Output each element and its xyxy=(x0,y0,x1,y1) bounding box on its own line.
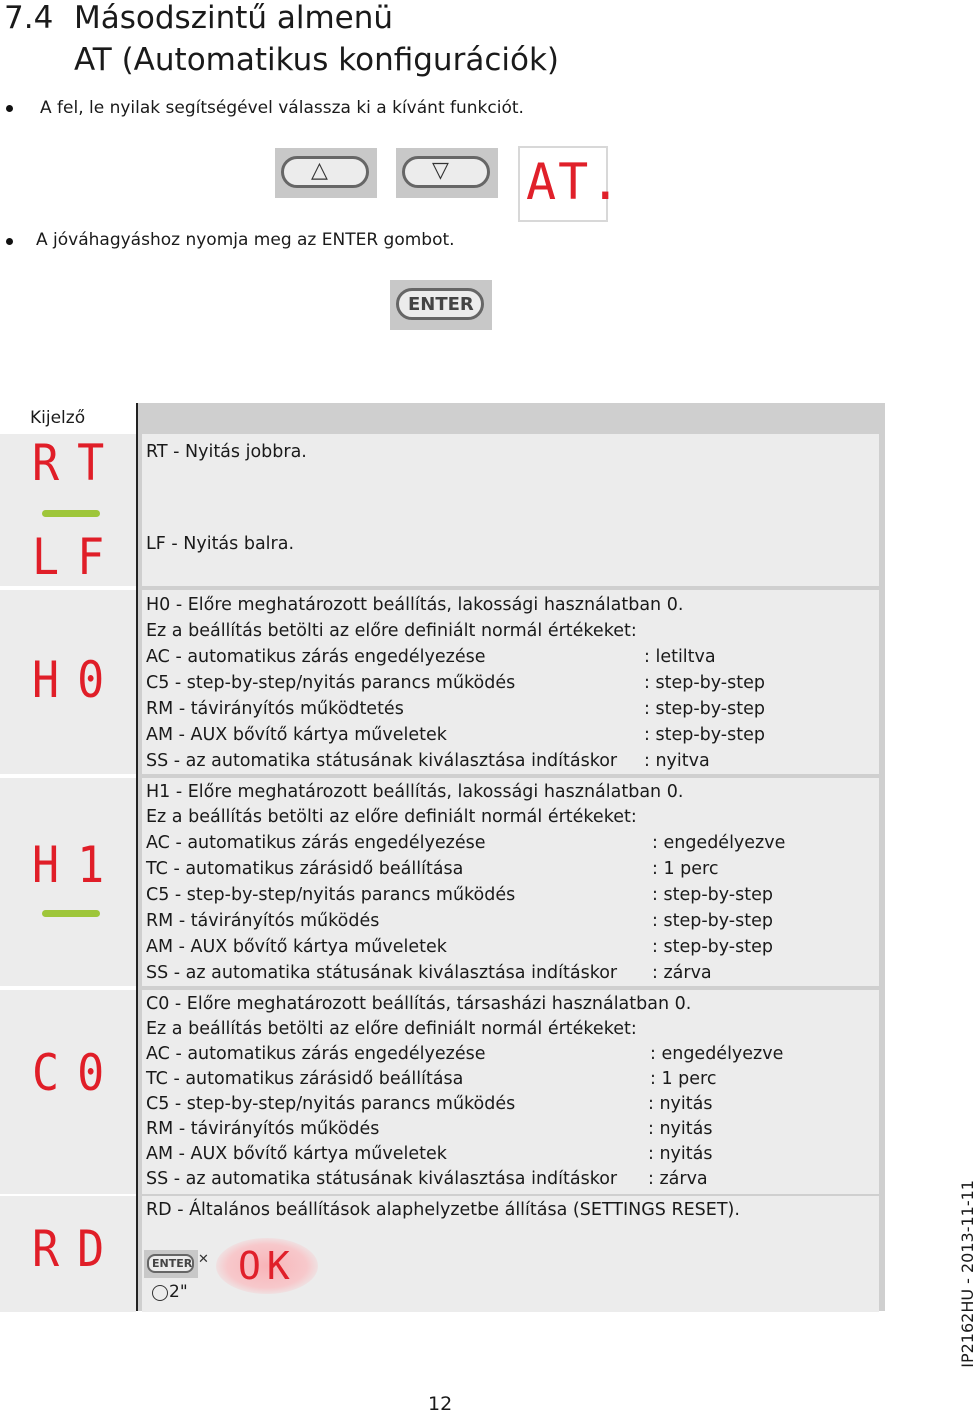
row-h0-label: AC - automatikus zárás engedélyezése xyxy=(146,647,486,667)
timer-label: 2" xyxy=(169,1282,188,1302)
row-h1-value: : engedélyezve xyxy=(652,833,786,853)
row-h1-value: : zárva xyxy=(652,963,712,983)
display-rt: RT xyxy=(32,434,123,492)
row-h1-value: : 1 perc xyxy=(652,859,719,879)
display-at-text: AT. xyxy=(526,153,623,211)
page-number: 12 xyxy=(428,1393,453,1415)
enter-button-small xyxy=(144,1250,198,1278)
display-rd: RD xyxy=(32,1220,123,1278)
row-c0-label: AC - automatikus zárás engedélyezése xyxy=(146,1044,486,1064)
column-header-display: Kijelző xyxy=(30,408,86,428)
row-h0-value: : nyitva xyxy=(644,751,710,771)
row-h1-title: H1 - Előre meghatározott beállítás, lakossági használatban 0. xyxy=(146,782,684,802)
row-h0-title: H0 - Előre meghatározott beállítás, lakossági használatban 0. xyxy=(146,595,684,615)
selection-bar xyxy=(42,910,100,917)
up-button[interactable] xyxy=(275,148,377,198)
row-h1-label: AM - AUX bővítő kártya műveletek xyxy=(146,937,447,957)
section-number: 7.4 xyxy=(4,0,54,36)
row-h0-label: SS - az automatika státusának kiválasztása indításkor xyxy=(146,751,618,771)
row-h0-intro: Ez a beállítás betölti az előre definiált normál értékeket: xyxy=(146,621,637,641)
instruction-confirm: A jóváhagyáshoz nyomja meg az ENTER gombot. xyxy=(36,230,455,250)
row-h0-value: : step-by-step xyxy=(644,673,765,693)
display-at xyxy=(518,146,623,222)
row-h1-value: : step-by-step xyxy=(652,911,773,931)
row-c0-label: TC - automatikus zárásidő beállítása xyxy=(146,1069,464,1089)
row-c0-value: : nyitás xyxy=(648,1119,713,1139)
row-h1-label: AC - automatikus zárás engedélyezése xyxy=(146,833,486,853)
row-c0-value: : 1 perc xyxy=(650,1069,717,1089)
bullet-icon xyxy=(6,238,13,245)
down-button[interactable] xyxy=(396,148,498,198)
row-h1-value: : step-by-step xyxy=(652,885,773,905)
ok-display-text: OK xyxy=(238,1244,296,1288)
column-divider xyxy=(136,403,138,1311)
section-title: Másodszintű almenü xyxy=(74,0,394,36)
up-arrow-icon: △ xyxy=(311,158,328,183)
x-mark-icon: ✕ xyxy=(198,1252,209,1267)
document-code: IP2162HU - 2013-11-11 xyxy=(958,1180,977,1368)
row-c0-intro: Ez a beállítás betölti az előre definiált normál értékeket: xyxy=(146,1019,637,1039)
row-c0-label: C5 - step-by-step/nyitás parancs működés xyxy=(146,1094,516,1114)
display-c0: C0 xyxy=(32,1044,123,1102)
row-rt-title: RT - Nyitás jobbra. xyxy=(146,442,307,462)
display-h0: H0 xyxy=(32,651,123,709)
row-h0-value: : step-by-step xyxy=(644,699,765,719)
row-h1-label: C5 - step-by-step/nyitás parancs működés xyxy=(146,885,516,905)
row-h1-value: : step-by-step xyxy=(652,937,773,957)
row-rd-title: RD - Általános beállítások alaphelyzetbe állítása (SETTINGS RESET). xyxy=(146,1200,740,1220)
row-h0-value: : step-by-step xyxy=(644,725,765,745)
selection-bar xyxy=(42,510,100,517)
enter-button[interactable] xyxy=(390,280,492,330)
row-h0-label: C5 - step-by-step/nyitás parancs működés xyxy=(146,673,516,693)
enter-small-label: ENTER xyxy=(152,1257,193,1270)
row-h0-value: : letiltva xyxy=(644,647,716,667)
row-c0-value: : nyitás xyxy=(648,1094,713,1114)
row-c0-title: C0 - Előre meghatározott beállítás, társasházi használatban 0. xyxy=(146,994,692,1014)
enter-button-label: ENTER xyxy=(408,294,474,315)
display-h1: H1 xyxy=(32,836,123,894)
down-arrow-icon: ▽ xyxy=(432,158,449,183)
row-h1-intro: Ez a beállítás betölti az előre definiált normál értékeket: xyxy=(146,807,637,827)
row-c0-label: SS - az automatika státusának kiválasztása indításkor xyxy=(146,1169,618,1189)
row-h1-label: RM - távirányítós működés xyxy=(146,911,380,931)
row-c0-value: : zárva xyxy=(648,1169,708,1189)
row-h1-label: SS - az automatika státusának kiválasztása indításkor xyxy=(146,963,618,983)
row-c0-label: AM - AUX bővítő kártya műveletek xyxy=(146,1144,447,1164)
clock-icon xyxy=(152,1285,168,1301)
row-c0-value: : engedélyezve xyxy=(650,1044,784,1064)
row-lf-title: LF - Nyitás balra. xyxy=(146,534,295,554)
row-c0-value: : nyitás xyxy=(648,1144,713,1164)
bullet-icon xyxy=(6,105,13,112)
instruction-select: A fel, le nyilak segítségével válassza ki a kívánt funkciót. xyxy=(40,98,524,118)
display-lf: LF xyxy=(32,528,123,586)
row-h0-label: RM - távirányítós működtetés xyxy=(146,699,404,719)
section-subtitle: AT (Automatikus konfigurációk) xyxy=(74,42,559,78)
row-h0-label: AM - AUX bővítő kártya műveletek xyxy=(146,725,447,745)
ok-display-glow xyxy=(216,1238,318,1294)
row-c0-label: RM - távirányítós működés xyxy=(146,1119,380,1139)
row-h1-label: TC - automatikus zárásidő beállítása xyxy=(146,859,464,879)
